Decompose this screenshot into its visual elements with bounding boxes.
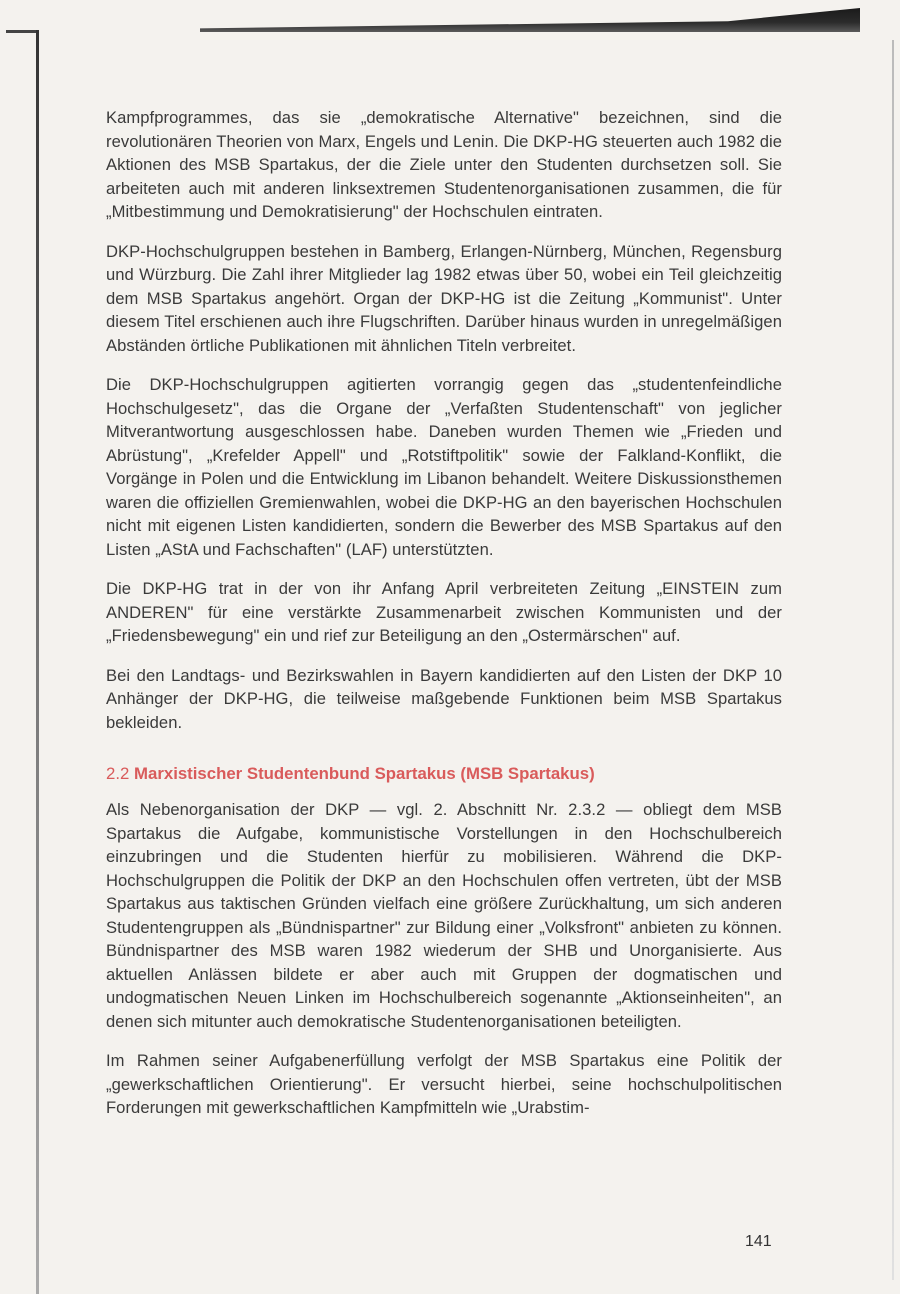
page-body xyxy=(106,106,782,1136)
paragraph: Im Rahmen seiner Aufgabenerfüllung verfolgt der MSB Spartakus eine Politik der „gewerkschaftlichen Orientierung". Er versucht hierbei, seine hochschulpolitischen Forderungen mit gewerkschaftlichen Kampfmitteln wie „Urabstim- xyxy=(106,1051,782,1117)
scan-shadow-right xyxy=(892,40,894,1280)
paragraph: Die DKP-Hochschulgruppen agitierten vorrangig gegen das „studentenfeindliche Hochschulgesetz", das die Organe der „Verfaßten Studentenschaft" von jeglicher Mitverantwortung ausgeschlossen habe. Daneben wurden Themen wie „Frieden und Abrüstung", „Krefelder Appell" und „Rotstiftpolitik" sowie der Falkland-Konflikt, die Vorgänge in Polen und die Entwicklung im Libanon behandelt. Weitere Diskussionsthemen waren die offiziellen Gremienwahlen, wobei die DKP-HG an den bayerischen Hochschulen nicht mit eigenen Listen kandidierten, sondern die Bewerber des MSB Spartakus auf den Listen „AStA und Fachschaften" (LAF) unterstützten. xyxy=(106,375,782,559)
paragraph: Bei den Landtags- und Bezirkswahlen in Bayern kandidierten auf den Listen der DKP 10 Anhänger der DKP-HG, die teilweise maßgebende Funktionen beim MSB Spartakus bekleiden. xyxy=(106,665,782,732)
section-heading xyxy=(106,762,782,786)
paragraph: Die DKP-HG trat in der von ihr Anfang April verbreiteten Zeitung „EINSTEIN zum ANDEREN" für eine verstärkte Zusammenarbeit zwischen Kommunisten und der „Friedensbewegung" ein und rief zur Beteiligung an den „Ostermärschen" auf. xyxy=(106,579,782,645)
paragraph: DKP-Hochschulgruppen bestehen in Bamberg, Erlangen-Nürnberg, München, Regensburg und Würzburg. Die Zahl ihrer Mitglieder lag 1982 etwas über 50, wobei ein Teil gleichzeitig dem MSB Spartakus angehört. Organ der DKP-HG ist die Zeitung „Kommunist". Unter diesem Titel erschienen auch ihre Flugschriften. Darüber hinaus wurden in unregelmäßigen Abständen örtliche Publikationen mit ähnlichen Titeln verbreitet. xyxy=(106,241,782,355)
scan-shadow-left xyxy=(36,30,39,1294)
section-number: 2.2 xyxy=(106,764,130,783)
paragraph: Kampfprogrammes, das sie „demokratische Alternative" bezeichnen, sind die revolutionären Theorien von Marx, Engels und Lenin. Die DKP-HG steuerten auch 1982 die Aktionen des MSB Spartakus, der die Ziele unter den Studenten durchsetzen soll. Sie arbeiteten auch mit anderen linksextremen Studentenorganisationen zusammen, die für „Mitbestimmung und Demokratisierung" der Hochschulen eintraten. xyxy=(106,108,782,221)
section-title: Marxistischer Studentenbund Spartakus (MSB Spartakus) xyxy=(134,764,595,783)
page-number: 141 xyxy=(745,1233,772,1250)
scan-shadow-left-tick xyxy=(6,30,38,33)
paragraph: Als Nebenorganisation der DKP — vgl. 2. Abschnitt Nr. 2.3.2 — obliegt dem MSB Spartakus die Aufgabe, kommunistische Vorstellungen in den Hochschulbereich einzubringen und die Studenten hierfür zu mobilisieren. Während die DKP-Hochschulgruppen die Politik der DKP an den Hochschulen offen vertreten, übt der MSB Spartakus aus taktischen Gründen vielfach eine größere Zurückhaltung, um sich anderen Studentengruppen als „Bündnispartner" zur Bildung einer „Volksfront" anbieten zu können. Bündnispartner des MSB waren 1982 wiederum der SHB und Unorganisierte. Aus aktuellen Anlässen bildete er aber auch mit Gruppen der dogmatischen und undogmatischen Neuen Linken im Hochschulbereich sogenannte „Aktionseinheiten", an denen sich mitunter auch demokratische Studentenorganisationen beteiligten. xyxy=(106,800,782,1031)
scan-shadow-top xyxy=(200,8,860,32)
